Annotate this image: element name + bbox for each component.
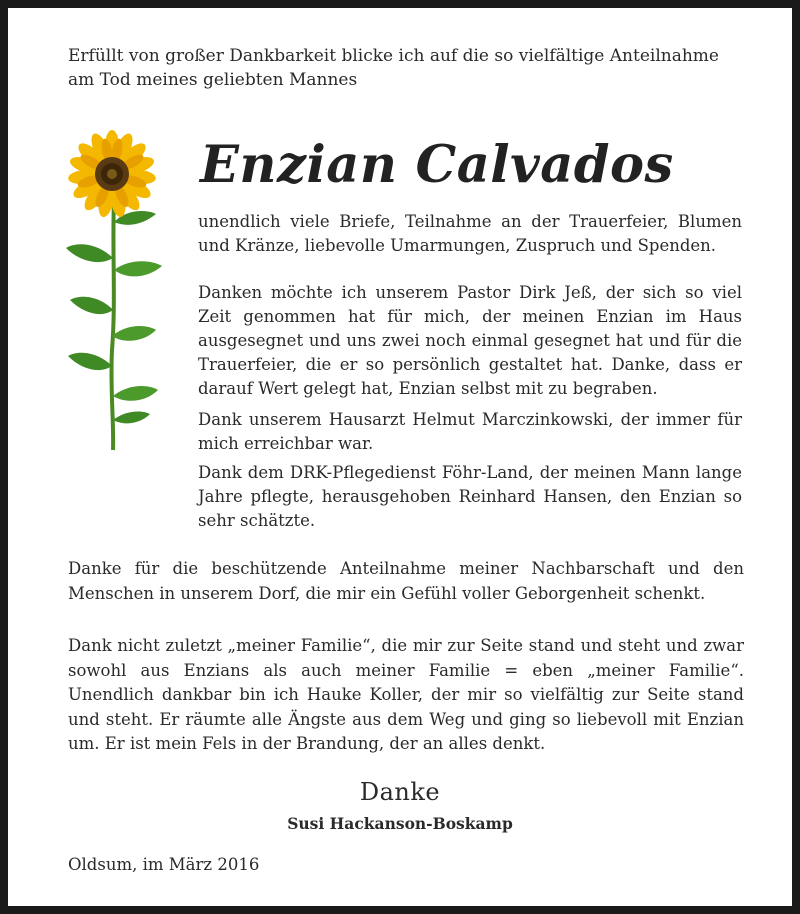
signer-name: Susi Hackanson-Boskamp: [287, 814, 513, 833]
sunflower-icon: [56, 130, 168, 454]
intro-text: Erfüllt von großer Dankbarkeit blicke ich auf die so vielfältige Anteilnahme am Tod meines geliebten Mannes: [68, 46, 719, 90]
closing-word: Danke: [359, 778, 441, 806]
deceased-name: Enzian Calvados: [200, 135, 674, 195]
body-paragraph: Danken möchte ich unserem Pastor Dirk Jeß, der sich so viel Zeit genommen hat für mich, der meinen Enzian im Haus ausgesegnet und uns zwei noch einmal gesegnet hat und für die Trauerfeier, die er so persönlich gestaltet hat. Danke, dass er darauf Wert gelegt hat, Enzian selbst mit zu begraben.: [198, 283, 742, 398]
body-paragraph: Dank dem DRK-Pflegedienst Föhr-Land, der meinen Mann lange Jahre pflegte, herausgehoben Reinhard Hansen, den Enzian so sehr schätzte.: [198, 463, 742, 530]
body-paragraph: Dank nicht zuletzt „meiner Familie“, die mir zur Seite stand und steht und zwar sowohl aus Enzians als auch meiner Familie = eben „meiner Familie“. Unendlich dankbar bin ich Hauke Koller, der mir so vielfältig zur Seite stand und steht. Er räumte alle Ängste aus dem Weg und ging so liebevoll mit Enzian um. Er ist mein Fels in der Brandung, der an alles denkt.: [68, 636, 744, 754]
place-date: Oldsum, im März 2016: [68, 855, 260, 874]
body-paragraph: Dank unserem Hausarzt Helmut Marczinkowski, der immer für mich erreichbar war.: [198, 410, 742, 453]
body-paragraph: unendlich viele Briefe, Teilnahme an der Trauerfeier, Blumen und Kränze, liebevolle Umarmungen, Zuspruch und Spenden.: [198, 212, 742, 255]
body-paragraph: Danke für die beschützende Anteilnahme meiner Nachbarschaft und den Menschen in unserem Dorf, die mir ein Gefühl voller Geborgenheit schenkt.: [68, 559, 744, 603]
